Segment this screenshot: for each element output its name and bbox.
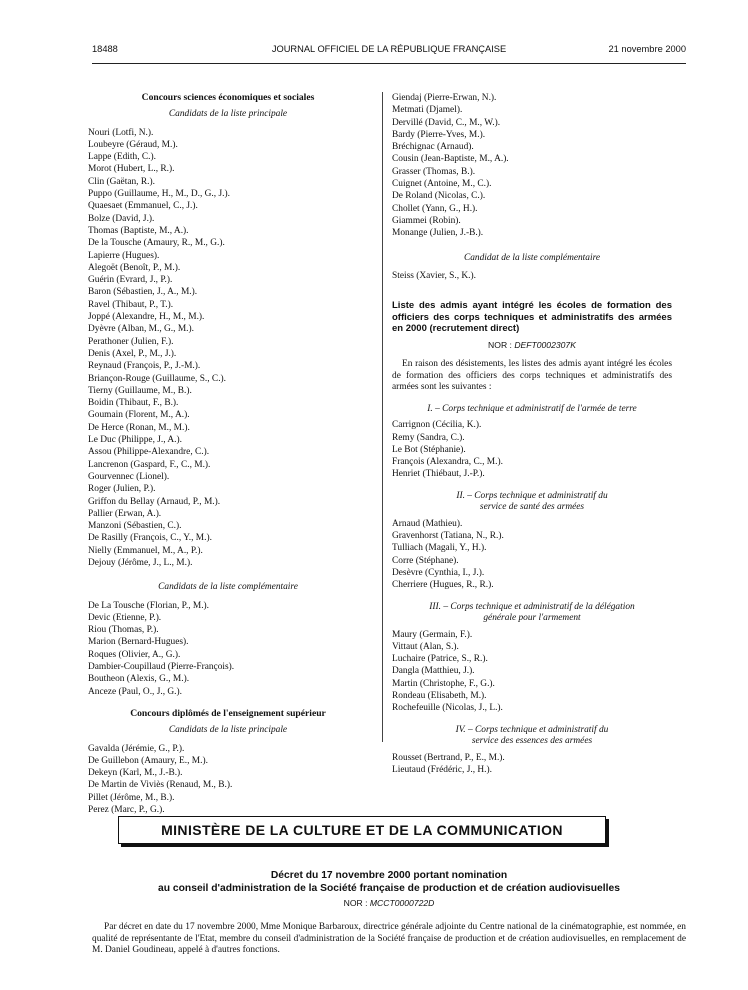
list-item: Dekeyn (Karl, M., J.-B.). (88, 768, 183, 779)
list-item: Denis (Axel, P., M., J.). (88, 348, 177, 359)
section-title-economics: Concours sciences économiques et sociales (141, 92, 315, 103)
main-list-label: Candidats de la liste principale (168, 109, 288, 120)
list-item: Alegoët (Benoît, P., M.). (88, 262, 181, 273)
main-list-graduates (88, 743, 368, 817)
list-item: Pallier (Erwan, A.). (88, 508, 162, 519)
list-item: Cuignet (Antoine, M., C.). (392, 179, 492, 190)
list-item: Briançon-Rouge (Guillaume, S., C.). (88, 373, 226, 384)
list-item: Roques (Olivier, A., G.). (88, 649, 181, 660)
list-item: Le Bot (Stéphanie). (392, 444, 466, 455)
nor-code: DEFT0002307K (514, 339, 576, 350)
list-item: Rochefeuille (Nicolas, J., L.). (392, 703, 503, 714)
list-item: Reynaud (François, P., J.-M.). (88, 361, 201, 372)
list-item: Luchaire (Patrice, S., R.). (392, 654, 488, 665)
list-item: Chollet (Yann, G., H.). (392, 203, 478, 214)
corps-list-fuel (392, 752, 672, 777)
corps-list-army (392, 419, 672, 480)
journal-title: JOURNAL OFFICIEL DE LA RÉPUBLIQUE FRANÇAISE (271, 44, 507, 54)
page-number: 18488 (92, 44, 118, 54)
list-item: Vittaut (Alan, S.). (392, 641, 459, 652)
list-item: Corre (Stéphane). (392, 555, 459, 566)
corps-list-health (392, 518, 672, 592)
list-item: Tulliach (Magali, Y., H.). (392, 543, 487, 554)
list-item: Dervillé (David, C., M., W.). (392, 117, 501, 128)
list-item: De Herce (Ronan, M., M.). (88, 422, 190, 433)
list-item: Goumain (Florent, M., A.). (88, 410, 190, 421)
list-item: De Guillebon (Amaury, E., M.). (88, 755, 208, 766)
list-item: Marion (Bernard-Hugues). (88, 637, 189, 648)
right-column (392, 92, 672, 776)
complementary-list-right (392, 270, 672, 282)
arrete-intro: En raison des désistements, les listes des admis ayant intégré les écoles de formation des officiers des corps techniques et administratifs des armées sont les suivantes : (392, 358, 672, 393)
list-item: Bardy (Pierre-Yves, M.). (392, 129, 486, 140)
list-item: Guérin (Evrard, J., P.). (88, 275, 173, 286)
decret-nor-code: MCCT0000722D (369, 898, 435, 908)
arrete-nor (392, 339, 672, 351)
corps-heading-health: II. – Corps technique et administratif du service de santé des armées (456, 490, 608, 513)
list-item: Monange (Julien, J.-B.). (392, 228, 484, 239)
left-column (88, 92, 368, 816)
list-item: Riou (Thomas, P.). (88, 625, 159, 636)
list-item: Loubeyre (Géraud, M.). (88, 139, 178, 150)
ministry-title: MINISTÈRE DE LA CULTURE ET DE LA COMMUNICATION (161, 822, 563, 838)
list-item: Gavalda (Jérémie, G., P.). (88, 743, 185, 754)
list-item: Henriet (Thiébaut, J.-P.). (392, 469, 485, 480)
list-item: Bréchignac (Arnaud). (392, 142, 474, 153)
list-item: Lancrenon (Gaspard, F., C., M.). (88, 459, 211, 470)
list-item: Griffon du Bellay (Arnaud, P., M.). (88, 496, 221, 507)
list-item: Perathoner (Julien, F.). (88, 336, 174, 347)
decret-nor-label: NOR : (343, 898, 368, 908)
decret-title-line2: au conseil d'administration de la Société française de production et de création audiovisuelles (158, 882, 620, 894)
list-item: Dyèvre (Alban, M., G., M.). (88, 324, 194, 335)
list-item: Assou (Philippe-Alexandre, C.). (88, 447, 210, 458)
header-rule (92, 63, 686, 64)
list-item: De Roland (Nicolas, C.). (392, 191, 486, 202)
decret-title (92, 870, 686, 895)
corps-heading-armament: III. – Corps technique et administratif de la délégation générale pour l'armement (429, 601, 635, 623)
arrete-title: Liste des admis ayant intégré les écoles de formation des officiers des corps techniques et administratifs des armées en 2000 (recrutement direct) (392, 300, 672, 335)
list-item: De Martin de Viviès (Renaud, M., B.). (88, 780, 233, 791)
list-item: Remy (Sandra, C.). (392, 432, 465, 443)
list-item: Giammei (Robin). (392, 215, 461, 226)
list-item: Cherriere (Hugues, R., R.). (392, 580, 494, 591)
list-item: Boutheon (Alexis, G., M.). (88, 674, 190, 685)
decret-body: Par décret en date du 17 novembre 2000, Mme Monique Barbaroux, directrice générale adjointe du Centre national de la cinématographie, est nommée, en qualité de représentante de l'Etat, membre du conseil d'administration de la Société française de production et de création audiovisuelles, en remplacement de M. Daniel Goudineau, appelé à d'autres fonctions. (92, 922, 686, 956)
list-item: Dangla (Matthieu, J.). (392, 666, 475, 677)
main-list-label-graduates: Candidats de la liste principale (168, 725, 288, 736)
list-item: Boidin (Thibaut, F., B.). (88, 398, 179, 409)
list-item: Joppé (Alexandre, H., M., M.). (88, 312, 205, 323)
list-item: Morot (Hubert, L., R.). (88, 164, 175, 175)
complementary-list-label: Candidats de la liste complémentaire (158, 582, 298, 593)
list-item: Perez (Marc, P., G.). (88, 805, 165, 816)
corps-heading-army: I. – Corps technique et administratif de l'armée de terre (427, 403, 637, 414)
list-item: Rondeau (Elisabeth, M.). (392, 690, 487, 701)
list-item: Tierny (Guillaume, M., B.). (88, 385, 192, 396)
decret-nor (92, 898, 686, 908)
list-item: Le Duc (Philippe, J., A.). (88, 435, 182, 446)
complementary-list-label-right: Candidat de la liste complémentaire (463, 252, 601, 263)
list-item: Rousset (Bertrand, P., E., M.). (392, 752, 505, 763)
list-item: Anceze (Paul, O., J., G.). (88, 686, 182, 697)
running-header (92, 44, 686, 60)
list-item: Puppo (Guillaume, H., M., D., G., J.). (88, 189, 230, 200)
list-item: De la Tousche (Amaury, R., M., G.). (88, 238, 225, 249)
ministry-banner (118, 816, 606, 844)
list-item: Giendaj (Pierre-Erwan, N.). (392, 93, 497, 103)
list-item: François (Alexandra, C., M.). (392, 457, 503, 468)
section-title-graduates: Concours diplômés de l'enseignement supérieur (130, 707, 326, 719)
list-item: De La Tousche (Florian, P., M.). (88, 600, 210, 611)
continued-list (392, 92, 672, 240)
list-item: Grasser (Thomas, B.). (392, 166, 476, 177)
list-item: Steiss (Xavier, S., K.). (392, 270, 476, 281)
decret-title-line1: Décret du 17 novembre 2000 portant nomination (270, 870, 508, 881)
column-divider (382, 92, 383, 742)
list-item: Maury (Germain, F.). (392, 629, 473, 640)
list-item: Roger (Julien, P.). (88, 484, 156, 495)
list-item: Lapierre (Hugues). (88, 250, 160, 261)
complementary-list-economics (88, 600, 368, 698)
list-item: Lappe (Edith, C.). (88, 152, 156, 163)
nor-label: NOR : (488, 339, 512, 350)
main-list-economics (88, 127, 368, 570)
list-item: Quaesaet (Emmanuel, C., J.). (88, 201, 198, 212)
list-item: Nielly (Emmanuel, M., A., P.). (88, 545, 203, 556)
list-item: Metmati (Djamel). (392, 105, 463, 116)
corps-heading-fuel: IV. – Corps technique et administratif du service des essences des armées (455, 724, 609, 747)
list-item: Gravenhorst (Tatiana, N., R.). (392, 531, 504, 542)
list-item: Dejouy (Jérôme, J., L., M.). (88, 557, 193, 568)
list-item: Devic (Etienne, P.). (88, 612, 162, 623)
list-item: Manzoni (Sébastien, C.). (88, 521, 182, 532)
list-item: Ravel (Thibaut, P., T.). (88, 299, 174, 310)
list-item: Desèvre (Cynthia, I., J.). (392, 567, 485, 578)
list-item: Martin (Christophe, F., G.). (392, 678, 495, 689)
list-item: Cousin (Jean-Baptiste, M., A.). (392, 154, 509, 165)
list-item: Clin (Gaëtan, R.). (88, 176, 155, 187)
list-item: Thomas (Baptiste, M., A.). (88, 225, 189, 236)
list-item: Bolze (David, J.). (88, 213, 155, 224)
list-item: Baron (Sébastien, J., A., M.). (88, 287, 198, 298)
publication-date: 21 novembre 2000 (608, 44, 686, 54)
corps-list-armament (392, 629, 672, 715)
list-item: Lieutaud (Frédéric, J., H.). (392, 764, 492, 775)
list-item: Gourvennec (Lionel). (88, 471, 170, 482)
list-item: De Rasilly (François, C., Y., M.). (88, 533, 212, 544)
list-item: Dambier-Coupillaud (Pierre-François). (88, 662, 235, 673)
list-item: Pillet (Jérôme, M., B.). (88, 792, 175, 803)
list-item: Nouri (Lotfi, N.). (88, 127, 154, 138)
list-item: Arnaud (Mathieu). (392, 518, 463, 529)
list-item: Carrignon (Cécilia, K.). (392, 420, 482, 431)
